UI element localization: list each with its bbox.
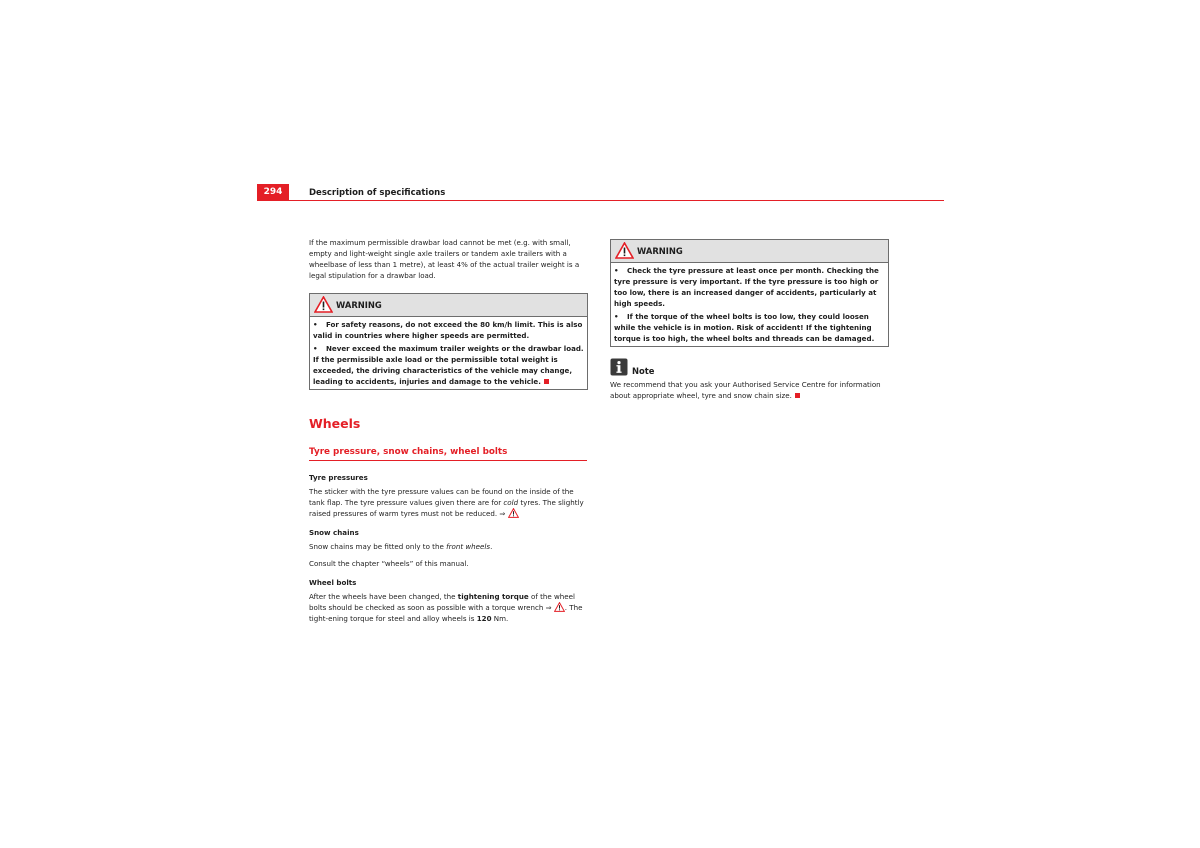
drawbar-intro: If the maximum permissible drawbar load cannot be met (e.g. with small, empty and light-weight single axle trailers or tandem axle trailers with a wheelbase of less than 1 metre), at least 4% of the actual trailer weight is a legal stipulation for a drawbar load.: [309, 238, 580, 280]
subsection-divider: [309, 460, 587, 461]
warning-item: • Never exceed the maximum trailer weights or the drawbar load. If the permissible axle load or the permissible total weight is exceeded, the driving characteristics of the vehicle may change, leading to accidents, injuries and damage to the vehicle.: [313, 344, 584, 386]
section-title: Wheels: [309, 416, 361, 431]
note-block: [610, 358, 888, 401]
end-of-section-icon: [795, 393, 800, 398]
bullet-icon: •: [614, 266, 619, 275]
warning-header: [310, 294, 587, 317]
left-column: [309, 237, 587, 624]
chapter-title: Description of specifications: [309, 188, 446, 198]
subsection-title: Tyre pressure, snow chains, wheel bolts: [309, 447, 508, 457]
page-header: [257, 184, 944, 202]
tyre-pressures-block: [309, 472, 587, 519]
warning-box-speed: [309, 293, 588, 390]
snow-chains-reference: Consult the chapter “wheels” of this manual.: [309, 559, 469, 568]
warning-body: [611, 263, 888, 344]
note-text: We recommend that you ask your Authorised Service Centre for information about appropriate wheel, tyre and snow chain size.: [610, 380, 881, 400]
tyre-pressures-heading: Tyre pressures: [309, 473, 368, 482]
bullet-icon: •: [313, 320, 318, 329]
warning-body: [310, 317, 587, 387]
warning-triangle-icon: [314, 296, 333, 313]
end-of-section-icon: [544, 379, 549, 384]
wheel-bolts-text: After the wheels have been changed, the tightening torque of the wheel bolts should be checked as soon as possible with a torque wrench ⇒ . The tight-ening torque for steel and alloy wheels is 120 Nm.: [309, 592, 583, 623]
note-header: [610, 358, 888, 378]
snow-chains-text: Snow chains may be fitted only to the front wheels.: [309, 542, 493, 551]
warning-label: WARNING: [637, 246, 683, 256]
header-divider: [257, 200, 944, 201]
bullet-icon: •: [614, 312, 619, 321]
tyre-pressures-text: The sticker with the tyre pressure values can be found on the inside of the tank flap. The tyre pressure values given there are for cold tyres. The slightly raised pressures of warm tyres must not be reduced. ⇒: [309, 487, 584, 518]
warning-triangle-icon[interactable]: [508, 508, 519, 518]
subsection-header: [309, 447, 587, 461]
warning-triangle-icon: [615, 242, 634, 259]
snow-chains-heading: Snow chains: [309, 528, 359, 537]
warning-label: WARNING: [336, 300, 382, 310]
warning-header: [611, 240, 888, 263]
page-number: 294: [257, 184, 289, 200]
warning-item: • If the torque of the wheel bolts is too low, they could loosen while the vehicle is in motion. Risk of accident! If the tightening torque is too high, the wheel bolts and threads can be damaged.: [614, 312, 875, 343]
snow-chains-block: [309, 527, 587, 569]
note-label: Note: [632, 366, 655, 376]
warning-item: • Check the tyre pressure at least once per month. Checking the tyre pressure is very important. If the tyre pressure is too high or too low, there is an increased danger of accidents, particularly at high speeds.: [614, 266, 879, 308]
info-icon: [610, 358, 628, 376]
bullet-icon: •: [313, 344, 318, 353]
warning-box-tyres: [610, 239, 889, 347]
wheel-bolts-block: [309, 577, 587, 624]
wheel-bolts-heading: Wheel bolts: [309, 578, 357, 587]
warning-item: • For safety reasons, do not exceed the 80 km/h limit. This is also valid in countries where higher speeds are permitted.: [313, 320, 583, 340]
warning-triangle-icon[interactable]: [554, 602, 565, 612]
right-column: [610, 239, 888, 401]
